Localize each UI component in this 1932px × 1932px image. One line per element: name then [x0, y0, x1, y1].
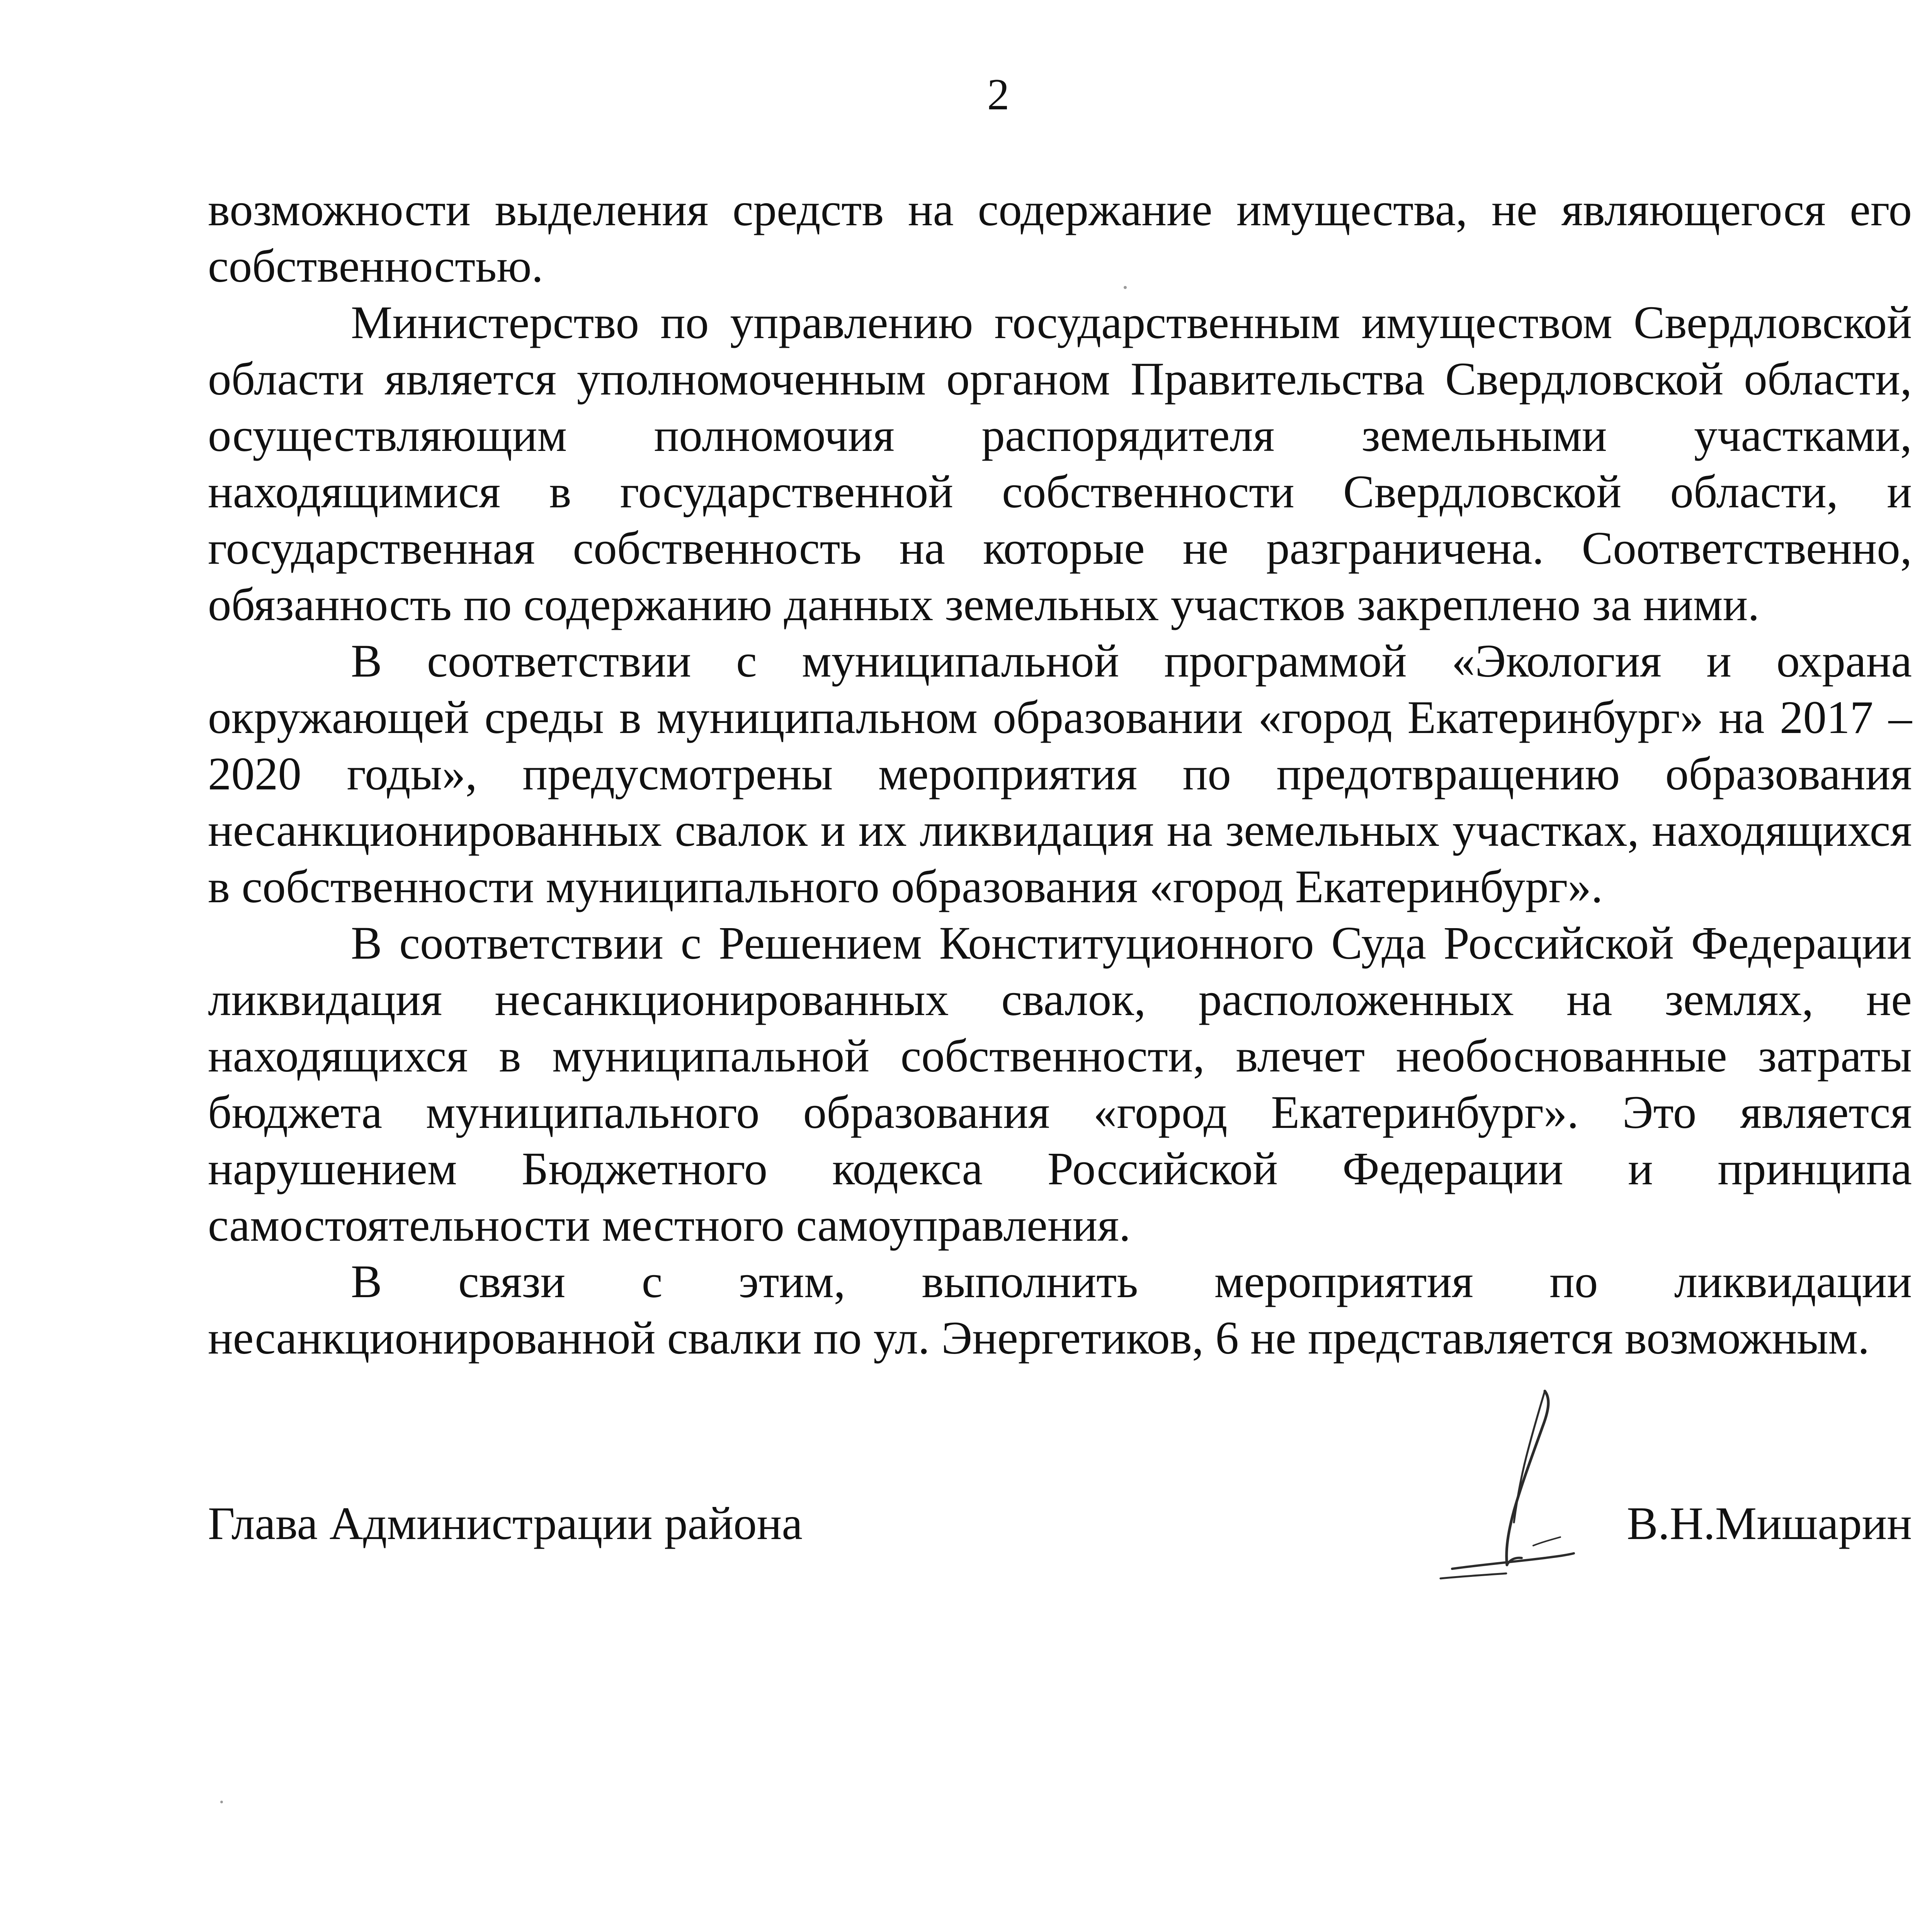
signatory-name: В.Н.Мишарин: [1627, 1498, 1912, 1549]
paragraph-continuation: возможности выделения средств на содержание имущества, не являющегося его собственностью.: [208, 184, 1912, 292]
signature-block: [208, 1472, 1912, 1588]
page-number: 2: [987, 70, 1010, 119]
scan-speck: [1124, 286, 1127, 289]
handwritten-signature: [1417, 1383, 1634, 1600]
paragraph-program: В соответствии с муниципальной программой «Экология и охрана окружающей среды в муниципальном образовании «город Екатеринбург» на 2017 – 2020 годы», предусмотрены мероприятия по предотвращению образования несанкционированных свалок и их ликвидация на земельных участках, находящихся в собственности муниципального образования «город Екатеринбург».: [208, 635, 1912, 913]
paragraph-conclusion: В связи с этим, выполнить мероприятия по ликвидации несанкционированной свалки по ул. Энергетиков, 6 не представляется возможным.: [208, 1256, 1912, 1364]
paragraph-ministry: Министерство по управлению государственным имуществом Свердловской области является уполномоченным органом Правительства Свердловской области, осуществляющим полномочия распорядителя земельными участками, находящимися в государственной собственности Свердловской области, и государственная собственность на которые не разграничена. Соответственно, обязанность по содержанию данных земельных участков закреплено за ними.: [208, 297, 1912, 631]
letter-body: [208, 182, 1912, 1366]
signatory-title: Глава Администрации района: [208, 1498, 803, 1549]
scan-speck: [220, 1801, 223, 1803]
paragraph-court-decision: В соответствии с Решением Конституционного Суда Российской Федерации ликвидация несанкционированных свалок, расположенных на землях, не находящихся в муниципальной собственности, влечет необоснованные затраты бюджета муниципального образования «город Екатеринбург». Это является нарушением Бюджетного кодекса Российской Федерации и принципа самостоятельности местного самоуправления.: [208, 917, 1912, 1251]
